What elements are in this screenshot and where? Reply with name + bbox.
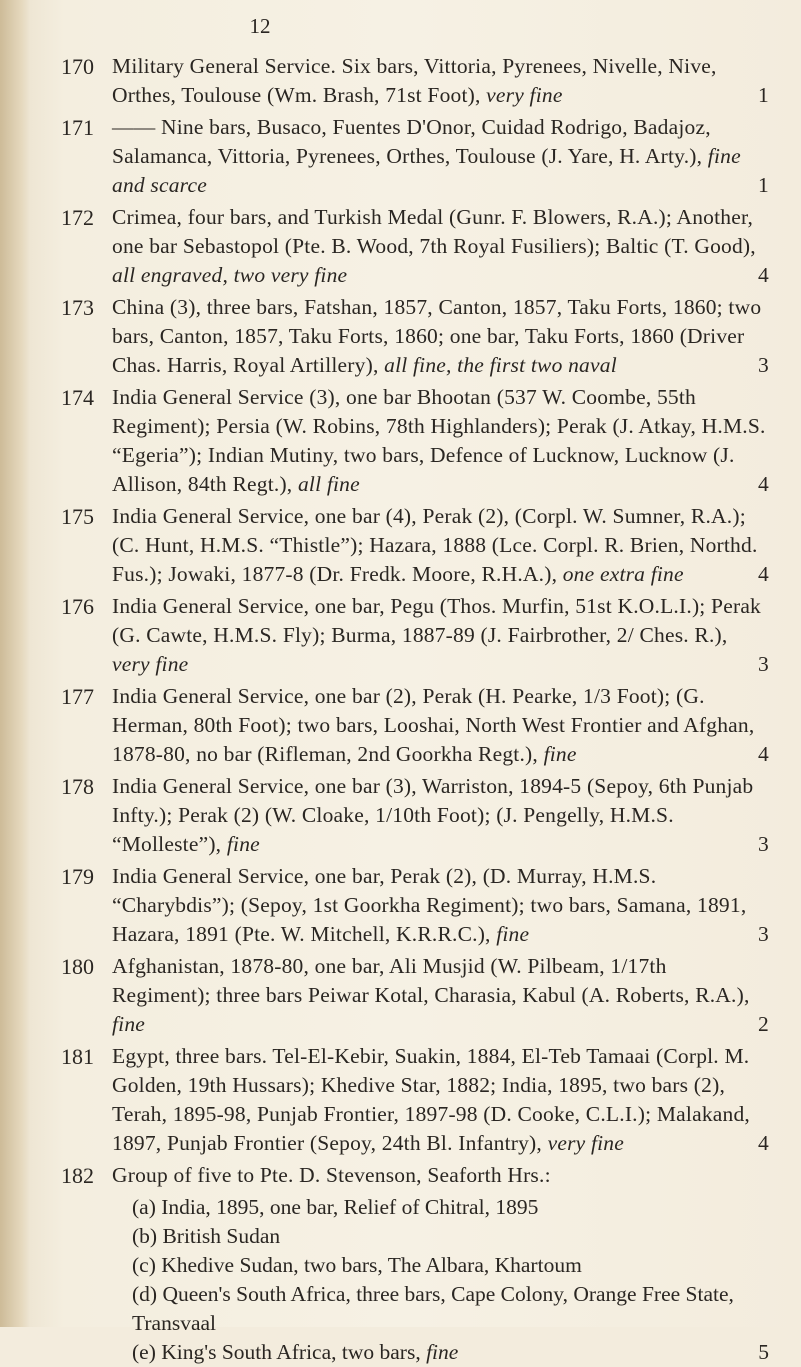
lot-quantity: 3 xyxy=(758,652,769,676)
lot-description: India General Service, one bar (2), Perak (H. Pearke, 1/3 Foot); (G. Herman, 80th Foot); two bars, Looshai, North West Frontier and Afghan, 1878-80, no bar (Rifleman, 2nd Goorkha Regt.), xyxy=(112,684,755,766)
lot-number: 176 xyxy=(61,594,94,619)
sub-item-d xyxy=(132,1280,769,1338)
lot-quantity: 2 xyxy=(758,1012,769,1036)
lot-quantity: 4 xyxy=(758,742,769,766)
lot-condition: fine and scarce xyxy=(112,144,741,197)
lot-number: 181 xyxy=(61,1044,94,1069)
lot-condition: fine xyxy=(496,922,530,946)
lot-quantity: 3 xyxy=(758,922,769,946)
lot-182 xyxy=(0,1161,801,1190)
lot-180 xyxy=(0,952,801,1039)
lot-quantity: 4 xyxy=(758,1131,769,1155)
lot-quantity: 3 xyxy=(758,832,769,856)
lot-description: Military General Service. Six bars, Vittoria, Pyrenees, Nivelle, Nive, Orthes, Toulouse (Wm. Brash, 71st Foot), xyxy=(112,54,717,107)
sub-item-c xyxy=(132,1251,769,1280)
lot-condition: all fine, the first two naval xyxy=(384,353,617,377)
lot-condition: fine xyxy=(226,832,260,856)
sub-item-condition: fine xyxy=(426,1340,459,1364)
sub-item-e xyxy=(132,1338,769,1367)
lot-178 xyxy=(0,772,801,859)
lot-number: 178 xyxy=(61,774,94,799)
lot-number: 175 xyxy=(61,504,94,529)
lot-number: 171 xyxy=(61,115,94,140)
lot-description: India General Service, one bar, Pegu (Thos. Murfin, 51st K.O.L.I.); Perak (G. Cawte, H.M.S. Fly); Burma, 1887-89 (J. Fairbrother, 2/ Ches. R.), xyxy=(112,594,762,647)
lot-description: —— Nine bars, Busaco, Fuentes D'Onor, Cuidad Rodrigo, Badajoz, Salamanca, Vittoria, Pyrenees, Orthes, Toulouse (J. Yare, H. Arty.), xyxy=(112,115,711,168)
sub-item-a xyxy=(132,1193,769,1222)
lot-quantity: 4 xyxy=(758,562,769,586)
lot-number: 180 xyxy=(61,954,94,979)
sub-item-quantity: 5 xyxy=(758,1340,769,1364)
page-number: 12 xyxy=(249,14,271,38)
lot-175 xyxy=(0,502,801,589)
sub-item-b xyxy=(132,1222,769,1251)
lot-177 xyxy=(0,682,801,769)
lot-description: India General Service, one bar, Perak (2), (D. Murray, H.M.S. “Charybdis”); (Sepoy, 1st Goorkha Regiment); two bars, Samana, 1891, Hazara, 1891 (Pte. W. Mitchell, K.R.R.C.), xyxy=(112,864,747,946)
lot-181 xyxy=(0,1042,801,1158)
lot-number: 172 xyxy=(61,205,94,230)
lot-quantity: 4 xyxy=(758,263,769,287)
lot-number: 179 xyxy=(61,864,94,889)
lot-description: Egypt, three bars. Tel-El-Kebir, Suakin, 1884, El-Teb Tamaai (Corpl. M. Golden, 19th Hussars); Khedive Star, 1882; India, 1895, two bars (2), Terah, 1895-98, Punjab Frontier, 1897-98 (D. Cooke, C.L.I.); Malakand, 1897, Punjab Frontier (Sepoy, 24th Bl. Infantry), xyxy=(112,1044,751,1155)
lot-description: Group of five to Pte. D. Stevenson, Seaforth Hrs.: xyxy=(112,1163,551,1187)
sub-item-text: (a) India, 1895, one bar, Relief of Chitral, 1895 xyxy=(132,1195,539,1219)
lot-condition: very fine xyxy=(486,83,563,107)
lot-number: 173 xyxy=(61,295,94,320)
lot-condition: very fine xyxy=(112,652,189,676)
lot-number: 177 xyxy=(61,684,94,709)
lot-condition: fine xyxy=(112,1012,146,1036)
lot-174 xyxy=(0,383,801,499)
lot-179 xyxy=(0,862,801,949)
lot-description: India General Service, one bar (4), Perak (2), (Corpl. W. Sumner, R.A.); (C. Hunt, H.M.S. “Thistle”); Hazara, 1888 (Lce. Corpl. R. Brien, Northd. Fus.); Jowaki, 1877-8 (Dr. Fredk. Moore, R.H.A.), xyxy=(112,504,758,586)
lot-quantity: 3 xyxy=(758,353,769,377)
lot-170 xyxy=(0,52,801,110)
lot-quantity: 4 xyxy=(758,472,769,496)
lot-172 xyxy=(0,203,801,290)
lot-number: 174 xyxy=(61,385,94,410)
lot-condition: one extra fine xyxy=(562,562,684,586)
lot-condition: all engraved, two very fine xyxy=(112,263,348,287)
sub-item-text: (e) King's South Africa, two bars, xyxy=(132,1340,421,1364)
lot-quantity: 1 xyxy=(758,173,769,197)
lot-list xyxy=(0,52,801,1367)
lot-number: 182 xyxy=(61,1163,94,1188)
lot-description: Crimea, four bars, and Turkish Medal (Gunr. F. Blowers, R.A.); Another, one bar Sebastopol (Pte. B. Wood, 7th Royal Fusiliers); Baltic (T. Good), xyxy=(112,205,756,258)
lot-176 xyxy=(0,592,801,679)
lot-description: China (3), three bars, Fatshan, 1857, Canton, 1857, Taku Forts, 1860; two bars, Canton, 1857, Taku Forts, 1860; one bar, Taku Forts, 1860 (Driver Chas. Harris, Royal Artillery), xyxy=(112,295,762,377)
lot-condition: very fine xyxy=(547,1131,624,1155)
lot-description: India General Service, one bar (3), Warriston, 1894-5 (Sepoy, 6th Punjab Infty.); Perak (2) (W. Cloake, 1/10th Foot); (J. Pengelly, H.M.S. “Molleste”), xyxy=(112,774,754,856)
lot-quantity: 1 xyxy=(758,83,769,107)
lot-condition: all fine xyxy=(297,472,360,496)
sub-item-text: (d) Queen's South Africa, three bars, Cape Colony, Orange Free State, Transvaal xyxy=(132,1282,734,1335)
lot-condition: fine xyxy=(543,742,577,766)
lot-173 xyxy=(0,293,801,380)
sub-item-text: (c) Khedive Sudan, two bars, The Albara, Khartoum xyxy=(132,1253,582,1277)
lot-description: India General Service (3), one bar Bhootan (537 W. Coombe, 55th Regiment); Persia (W. Robins, 78th Highlanders); Perak (J. Atkay, H.M.S. “Egeria”); Indian Mutiny, two bars, Defence of Lucknow, Lucknow (J. Allison, 84th Regt.), xyxy=(112,385,766,496)
lot-171 xyxy=(0,113,801,200)
lot-description: Afghanistan, 1878-80, one bar, Ali Musjid (W. Pilbeam, 1/17th Regiment); three bars Peiwar Kotal, Charasia, Kabul (A. Roberts, R.A.), xyxy=(112,954,750,1007)
sub-item-text: (b) British Sudan xyxy=(132,1224,281,1248)
lot-number: 170 xyxy=(61,54,94,79)
